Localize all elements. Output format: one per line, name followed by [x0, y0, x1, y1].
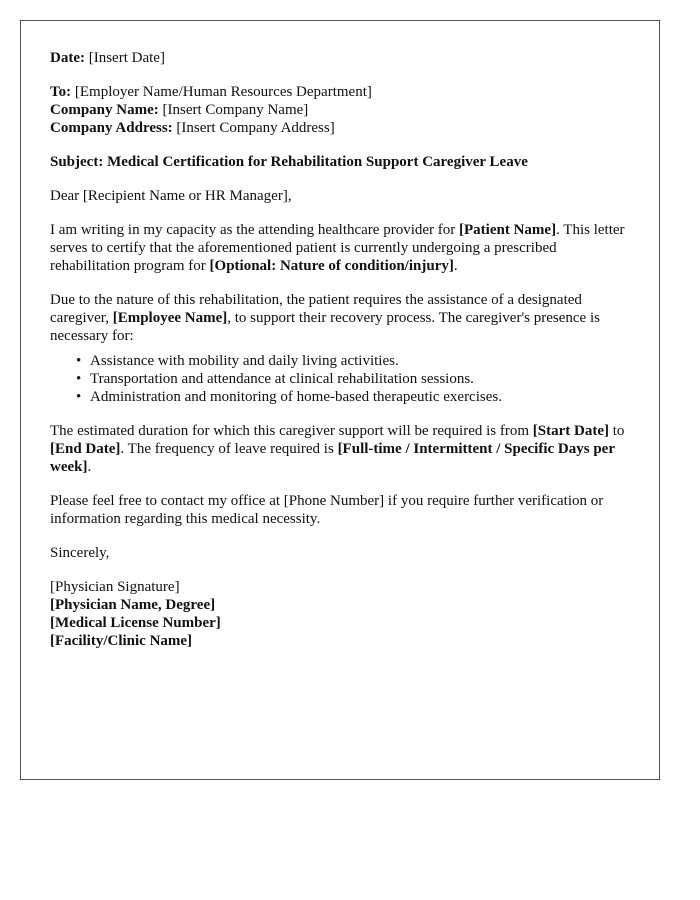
employee-name-placeholder: [Employee Name]: [112, 310, 228, 326]
paragraph1-text-3: .: [453, 258, 458, 274]
paragraph3-text-2: to: [609, 423, 625, 439]
recipient-block: [50, 83, 635, 137]
bullet-icon: •: [76, 353, 82, 369]
paragraph1-text-2: . This letter serves to certify that the aforementioned patient is currently undergoing a prescribed rehabilitation program for: [50, 222, 625, 274]
date-label: Date:: [50, 50, 85, 66]
paragraph-certification: [50, 221, 635, 275]
company-name-label: Company Name:: [50, 102, 159, 118]
subject-text: Subject: Medical Certification for Rehabilitation Support Caregiver Leave: [50, 154, 528, 170]
paragraph3-text-1: The estimated duration for which this caregiver support will be required is from: [50, 423, 533, 439]
list-item-text: Administration and monitoring of home-based therapeutic exercises.: [90, 389, 502, 405]
list-item-text: Transportation and attendance at clinical rehabilitation sessions.: [90, 371, 474, 387]
list-item: [76, 352, 635, 370]
signature-line: [Physician Signature]: [50, 579, 180, 595]
facility-name: [Facility/Clinic Name]: [50, 633, 193, 649]
physician-name: [Physician Name, Degree]: [50, 597, 216, 613]
list-item-text: Assistance with mobility and daily living activities.: [90, 353, 399, 369]
paragraph3-text-4: .: [87, 459, 92, 475]
letter-content: [50, 49, 635, 666]
subject-line: [50, 153, 635, 171]
end-date-placeholder: [End Date]: [50, 441, 121, 457]
paragraph1-text-1: I am writing in my capacity as the attending healthcare provider for: [50, 222, 460, 238]
bullet-icon: •: [76, 371, 82, 387]
to-value: [Employer Name/Human Resources Department]: [74, 84, 372, 100]
closing: Sincerely,: [50, 545, 110, 561]
salutation: Dear [Recipient Name or HR Manager],: [50, 188, 292, 204]
date-line: [50, 49, 635, 67]
paragraph2-text-2: , to support their recovery process. The caregiver's presence is necessary for:: [50, 310, 600, 344]
needs-list: [50, 352, 635, 406]
patient-name-placeholder: [Patient Name]: [459, 222, 557, 238]
to-line: [50, 83, 635, 101]
letter-page: [20, 20, 660, 780]
to-label: To:: [50, 84, 72, 100]
frequency-placeholder: [Full-time / Intermittent / Specific Days per week]: [50, 441, 615, 475]
paragraph2-text-1: Due to the nature of this rehabilitation, the patient requires the assistance of a designated caregiver,: [50, 292, 582, 326]
start-date-placeholder: [Start Date]: [532, 423, 609, 439]
paragraph-duration: [50, 422, 635, 476]
date-value: [Insert Date]: [88, 50, 165, 66]
paragraph3-text-3: . The frequency of leave required is: [120, 441, 338, 457]
list-item: [76, 388, 635, 406]
company-name-value: [Insert Company Name]: [162, 102, 309, 118]
paragraph-caregiver: [50, 291, 635, 345]
company-address-value: [Insert Company Address]: [176, 120, 335, 136]
company-name-line: [50, 101, 635, 119]
company-address-line: [50, 119, 635, 137]
company-address-label: Company Address:: [50, 120, 173, 136]
list-item: [76, 370, 635, 388]
paragraph-contact: Please feel free to contact my office at [Phone Number] if you require further verification or information regarding this medical necessity.: [50, 493, 604, 527]
condition-placeholder: [Optional: Nature of condition/injury]: [209, 258, 454, 274]
bullet-icon: •: [76, 389, 82, 405]
license-number: [Medical License Number]: [50, 615, 221, 631]
signature-block: [50, 578, 635, 650]
